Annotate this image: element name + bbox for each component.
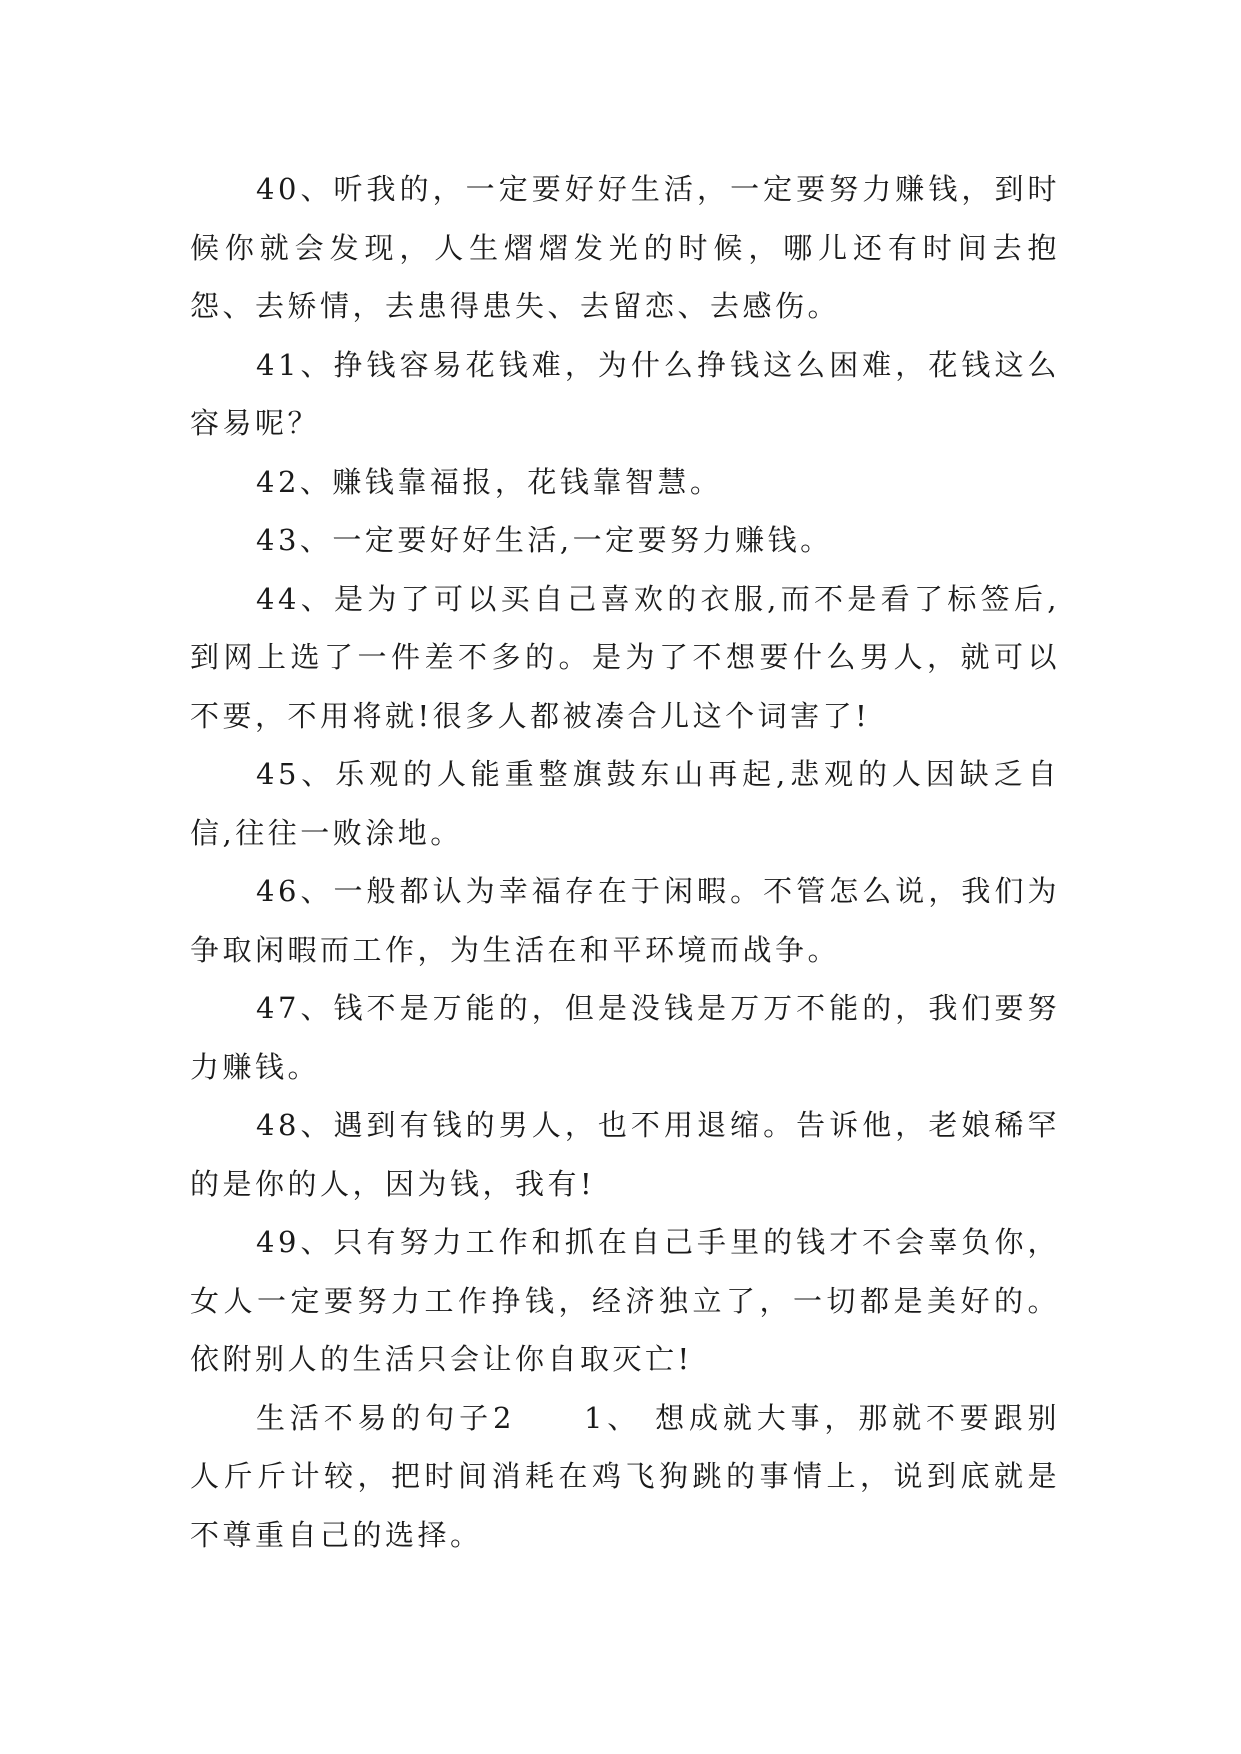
paragraph-43: 43、一定要好好生活,一定要努力赚钱。: [256, 523, 833, 557]
paragraph-47: 47、钱不是万能的，但是没钱是万万不能的，我们要努力赚钱。: [190, 991, 1060, 1084]
paragraph-45: 45、乐观的人能重整旗鼓东山再起,悲观的人因缺乏自信,往往一败涂地。: [190, 757, 1060, 850]
paragraph-44: 44、是为了可以买自己喜欢的衣服,而不是看了标签后,到网上选了一件差不多的。是为了不想要什么男人，就可以不要，不用将就!很多人都被凑合儿这个词害了!: [190, 581, 1060, 733]
paragraph-41: 41、挣钱容易花钱难，为什么挣钱这么困难，花钱这么容易呢？: [190, 347, 1060, 440]
paragraph-49: 49、只有努力工作和抓在自己手里的钱才不会辜负你，女人一定要努力工作挣钱，经济独立了，一切都是美好的。依附别人的生活只会让你自取灭亡!: [190, 1225, 1060, 1376]
paragraph-40: 40、听我的，一定要好好生活，一定要努力赚钱，到时候你就会发现，人生熠熠发光的时候，哪儿还有时间去抱怨、去矫情，去患得患失、去留恋、去感伤。: [190, 172, 1060, 323]
paragraph-section-2: 生活不易的句子2 1、 想成就大事，那就不要跟别人斤斤计较，把时间消耗在鸡飞狗跳的事情上，说到底就是不尊重自己的选择。: [190, 1400, 1060, 1552]
paragraph-46: 46、一般都认为幸福存在于闲暇。不管怎么说，我们为争取闲暇而工作，为生活在和平环境而战争。: [190, 874, 1060, 967]
paragraph-42: 42、赚钱靠福报，花钱靠智慧。: [256, 464, 723, 499]
paragraph-48: 48、遇到有钱的男人，也不用退缩。告诉他，老娘稀罕的是你的人，因为钱，我有!: [190, 1108, 1060, 1201]
document-body: [190, 160, 1060, 1564]
